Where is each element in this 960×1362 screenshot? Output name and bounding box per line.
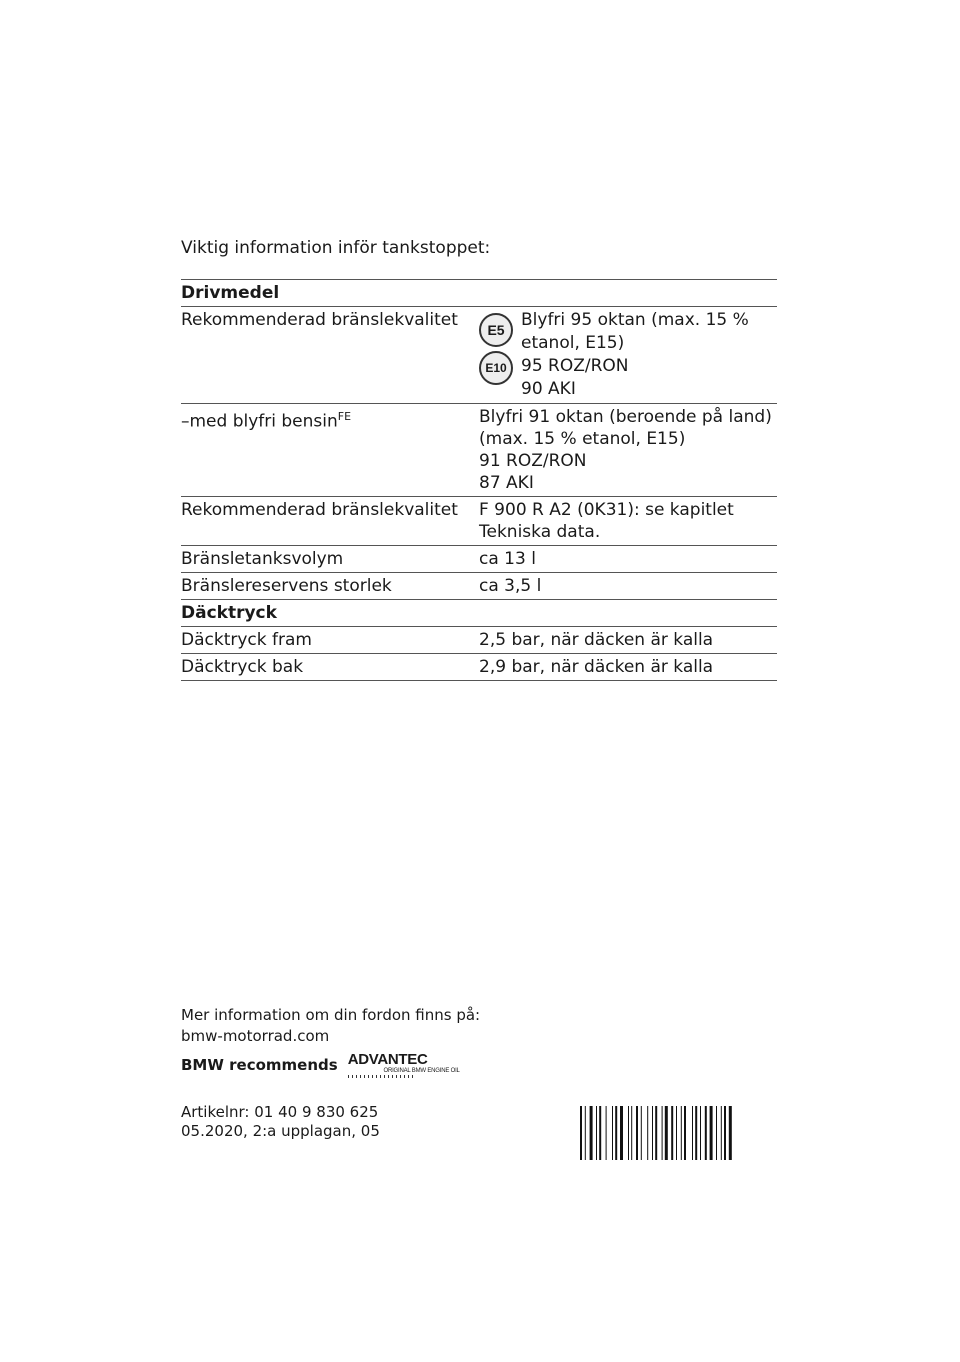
e10-fuel-icon: E10 xyxy=(479,351,513,385)
e5-fuel-icon: E5 xyxy=(479,313,513,347)
spec-value-line: 90 AKI xyxy=(521,379,576,399)
spec-row-reserve xyxy=(181,573,777,600)
intro-text: Viktig information inför tankstoppet: xyxy=(181,238,491,258)
spec-value-line: 95 ROZ/RON xyxy=(521,356,629,376)
spec-row-unleaded xyxy=(181,404,777,497)
spec-value: ca 13 l xyxy=(479,549,536,569)
spec-label: Bränslereservens storlek xyxy=(181,576,392,596)
spec-value-line: Blyfri 91 oktan (beroende på land) xyxy=(479,407,772,427)
edition-info: 05.2020, 2:a upplagan, 05 xyxy=(181,1122,380,1140)
article-number: Artikelnr: 01 40 9 830 625 xyxy=(181,1103,379,1121)
spec-row-tire-rear xyxy=(181,654,777,681)
logo-stripe xyxy=(348,1075,415,1078)
recommends-label: BMW recommends xyxy=(181,1056,338,1074)
spec-value-line: etanol, E15) xyxy=(521,333,625,353)
spec-value-line: Tekniska data. xyxy=(479,522,601,542)
advantec-logo xyxy=(348,1052,460,1078)
more-info-text: Mer information om din fordon finns på: xyxy=(181,1006,481,1024)
more-info xyxy=(181,1005,480,1047)
spec-label: Bränsletanksvolym xyxy=(181,549,344,569)
spec-label: Däcktryck bak xyxy=(181,657,304,677)
spec-value: ca 3,5 l xyxy=(479,576,542,596)
barcode-icon xyxy=(580,1106,776,1160)
spec-label-superscript: FE xyxy=(337,410,352,423)
spec-label: Rekommenderad bränslekvalitet xyxy=(181,310,458,330)
spec-value-line: 87 AKI xyxy=(479,473,534,493)
spec-row-tank-volume xyxy=(181,546,777,573)
section-title-fuel: Drivmedel xyxy=(181,283,280,303)
recommends-block xyxy=(181,1052,460,1078)
spec-row-fuel-quality-a2 xyxy=(181,497,777,546)
section-tires xyxy=(181,600,777,627)
website-link[interactable]: bmw-motorrad.com xyxy=(181,1027,330,1045)
article-info xyxy=(181,1103,380,1141)
spec-label: Rekommenderad bränslekvalitet xyxy=(181,500,458,520)
spec-value-line: 91 ROZ/RON xyxy=(479,451,587,471)
spec-label: Däcktryck fram xyxy=(181,630,312,650)
spec-row-tire-front xyxy=(181,627,777,654)
spec-value-line: (max. 15 % etanol, E15) xyxy=(479,429,686,449)
spec-value-line: Blyfri 95 oktan (max. 15 % xyxy=(521,310,749,330)
spec-row-fuel-quality xyxy=(181,307,777,404)
fuel-badges xyxy=(479,309,521,401)
advantec-logo-subtext: ORIGINAL BMW ENGINE OIL xyxy=(383,1068,460,1074)
spec-label: –med blyfri bensin xyxy=(181,411,338,432)
section-title-tires: Däcktryck xyxy=(181,603,277,623)
advantec-logo-text: ADVANTEC xyxy=(347,1051,428,1068)
spec-value: 2,5 bar, när däcken är kalla xyxy=(479,630,714,650)
spec-value: 2,9 bar, när däcken är kalla xyxy=(479,657,714,677)
section-fuel xyxy=(181,280,777,307)
spec-value-line: F 900 R A2 (0K31): se kapitlet xyxy=(479,500,734,520)
spec-table xyxy=(181,279,777,681)
